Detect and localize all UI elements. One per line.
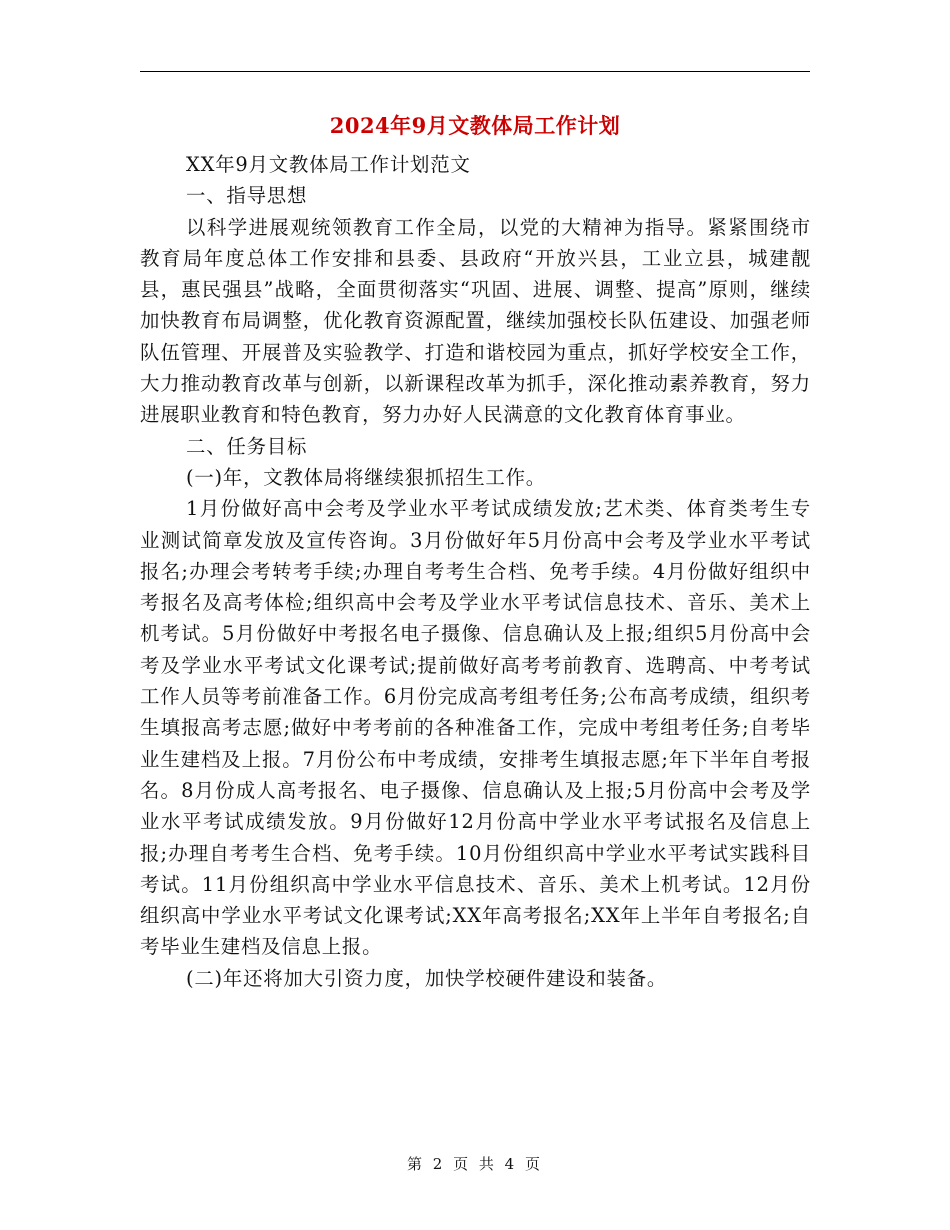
document-body — [140, 149, 811, 994]
paragraph-item-one: (一)年，文教体局将继续狠抓招生工作。 — [186, 465, 546, 489]
paragraph-subtitle: XX年9月文教体局工作计划范文 — [186, 153, 471, 176]
document-title: 2024年9月文教体局工作计划 — [329, 113, 621, 138]
header-rule — [140, 71, 810, 72]
heading-task-objectives: 二、任务目标 — [186, 434, 308, 458]
paragraph-item-two: (二)年还将加大引资力度，加快学校硬件建设和装备。 — [186, 966, 668, 990]
heading-guiding-ideology: 一、指导思想 — [186, 184, 308, 208]
paragraph-monthly-schedule: 1月份做好高中会考及学业水平考试成绩发放;艺术类、体育类考生专业测试简章发放及宣传咨询。3月份做好年5月份高中会考及学业水平考试报名;办理会考转考手续;办理自考考生合档、免考手续。4月份做好组织中考报名及高考体检;组织高中会考及学业水平考试信息技术、音乐、美术上机考试。5月份做好中考报名电子摄像、信息确认及上报;组织5月份高中会考及学业水平考试文化课考试;提前做好高考考前教育、选聘高、中考考试工作人员等考前准备工作。6月份完成高考组考任务;公布高考成绩，组织考生填报高考志愿;做好中考考前的各种准备工作，完成中考组考任务;自考毕业生建档及上报。7月份公布中考成绩，安排考生填报志愿;年下半年自考报名。8月份成人高考报名、电子摄像、信息确认及上报;5月份高中会考及学业水平考试成绩发放。9月份做好12月份高中学业水平考试报名及信息上报;办理自考考生合档、免考手续。10月份组织高中学业水平考试实践科目考试。11月份组织高中学业水平信息技术、音乐、美术上机考试。12月份组织高中学业水平考试文化课考试;XX年高考报名;XX年上半年自考报名;自考毕业生建档及信息上报。 — [140, 497, 811, 959]
page-number-footer: 第 2 页 共 4 页 — [407, 1155, 543, 1173]
paragraph-guiding-ideology: 以科学进展观统领教育工作全局，以党的大精神为指导。紧紧围绕市教育局年度总体工作安排和县委、县政府“开放兴县，工业立县，城建靓县，惠民强县”战略，全面贯彻落实“巩固、进展、调整、提高”原则，继续加快教育布局调整，优化教育资源配置，继续加强校长队伍建设、加强老师队伍管理、开展普及实验教学、打造和谐校园为重点，抓好学校安全工作，大力推动教育改革与创新，以新课程改革为抓手，深化推动素养教育，努力进展职业教育和特色教育，努力办好人民满意的文化教育体育事业。 — [140, 215, 811, 427]
